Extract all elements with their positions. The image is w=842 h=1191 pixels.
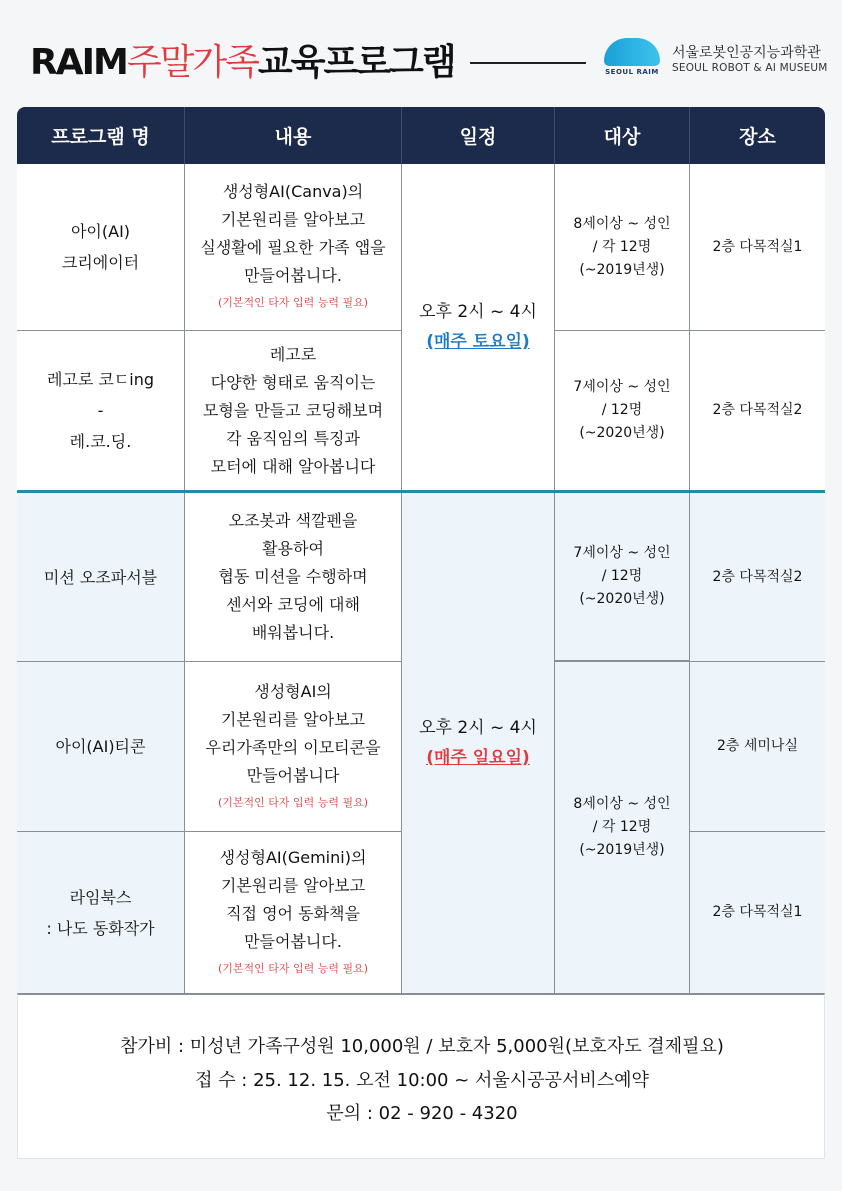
museum-name-ko: 서울로봇인공지능과학관 <box>672 45 821 61</box>
info-footer <box>17 993 825 1159</box>
sunday-schedule-cell <box>402 493 555 993</box>
program-content-cell <box>185 331 402 490</box>
program-name-line: 레고로 코ㄷing <box>46 370 155 389</box>
column-header-place: 장소 <box>739 126 776 148</box>
column-header-schedule: 일정 <box>402 107 555 164</box>
requirement-note: (기본적인 타자 입력 능력 필요) <box>217 961 369 975</box>
program-table-header <box>17 107 825 164</box>
column-header-content: 내용 <box>185 107 402 164</box>
title-prefix: RAIM <box>30 42 127 83</box>
title-accent: 주말가족 <box>126 42 258 83</box>
content-line: 오조봇과 색깔펜을 <box>228 511 358 530</box>
content-line: 만들어봅니다. <box>244 931 342 951</box>
title-rule <box>470 62 586 64</box>
fee-info: 참가비 : 미성년 가족구성원 10,000원 / 보호자 5,000원(보호자도 결제필요) <box>120 1036 724 1057</box>
content-line: 기본원리를 알아보고 <box>220 709 366 729</box>
program-content-cell <box>185 493 402 662</box>
program-name-line: 아이(AI) <box>70 222 131 241</box>
column-header-target: 대상 <box>555 107 690 164</box>
program-name-line: - <box>97 401 104 420</box>
registration-info: 접 수 : 25. 12. 15. 오전 10:00 ~ 서울시공공서비스예약 <box>195 1070 649 1091</box>
program-name-line: : 나도 동화작가 <box>46 918 155 938</box>
program-name-line: 미션 오조파서블 <box>43 567 158 587</box>
content-line: 생성형AI(Gemini)의 <box>219 847 367 867</box>
program-place-cell: 2층 다목적실2 <box>690 331 825 490</box>
content-line: 직접 영어 동화책을 <box>226 903 360 923</box>
target-line: / 12명 <box>601 402 643 418</box>
content-line: 모터에 대해 알아봅니다 <box>210 456 376 476</box>
schedule-time: 오후 2시 ~ 4시 <box>419 302 537 322</box>
content-line: 각 움직임의 특징과 <box>226 428 360 448</box>
program-place-cell: 2층 다목적실1 <box>690 164 825 331</box>
program-name-cell <box>17 832 185 993</box>
target-line: 7세이상 ~ 성인 <box>573 545 671 561</box>
program-target-cell <box>555 331 690 490</box>
content-line: 센서와 코딩에 대해 <box>226 595 360 614</box>
content-line: 모형을 만들고 코딩해보며 <box>202 400 384 420</box>
content-line: 만들어봅니다. <box>244 266 342 285</box>
target-line: 7세이상 ~ 성인 <box>573 379 671 395</box>
program-place-cell: 2층 다목적실1 <box>690 832 825 993</box>
program-content-cell <box>185 832 402 993</box>
page-title <box>30 34 455 85</box>
content-line: 배워봅니다. <box>251 623 335 642</box>
program-place-cell: 2층 세미나실 <box>690 662 825 832</box>
shared-target-cell <box>555 662 690 993</box>
program-name-line: 크리에이터 <box>61 253 140 272</box>
target-line: / 각 12명 <box>592 819 652 835</box>
logo-dome-icon <box>604 38 660 66</box>
contact-info: 문의 : 02 - 920 - 4320 <box>326 1103 518 1124</box>
content-line: 활용하여 <box>262 539 324 558</box>
target-line: / 12명 <box>601 568 643 584</box>
museum-logo <box>602 38 662 78</box>
content-line: 다양한 형태로 움직이는 <box>210 372 376 392</box>
table-header-row <box>17 107 825 164</box>
saturday-schedule-cell <box>402 164 555 490</box>
program-table-body <box>17 164 825 993</box>
program-name-line: 레.코.딩. <box>69 432 132 451</box>
target-line: 8세이상 ~ 성인 <box>573 215 671 232</box>
content-line: 레고로 <box>269 344 317 364</box>
content-line: 실생활에 필요한 가족 앱을 <box>200 238 386 257</box>
content-line: 생성형AI(Canva)의 <box>222 182 364 201</box>
content-line: 생성형AI의 <box>254 681 332 701</box>
page-header <box>30 30 828 90</box>
target-line: (~2019년생) <box>579 842 665 858</box>
schedule-day-sunday: (매주 일요일) <box>426 748 530 768</box>
program-name-cell <box>17 164 185 331</box>
content-line: 기본원리를 알아보고 <box>220 875 366 895</box>
program-content-cell <box>185 662 402 832</box>
target-line: (~2019년생) <box>579 261 665 278</box>
target-line: 8세이상 ~ 성인 <box>573 796 671 812</box>
schedule-time: 오후 2시 ~ 4시 <box>419 718 537 738</box>
target-line: / 각 12명 <box>592 238 652 255</box>
content-line: 만들어봅니다 <box>246 765 340 785</box>
program-place-cell: 2층 다목적실2 <box>690 493 825 662</box>
schedule-day-saturday: (매주 토요일) <box>426 332 530 352</box>
logo-text: SEOUL RAIM <box>605 68 659 76</box>
museum-name-en: SEOUL ROBOT & AI MUSEUM <box>672 62 828 74</box>
target-line: (~2020년생) <box>579 591 665 607</box>
program-name-line: 라임북스 <box>69 887 132 907</box>
requirement-note: (기본적인 타자 입력 능력 필요) <box>217 296 369 309</box>
content-line: 협동 미션을 수행하며 <box>218 567 368 586</box>
program-name-cell <box>17 331 185 490</box>
program-name-cell <box>17 493 185 662</box>
content-line: 우리가족만의 이모티콘을 <box>205 737 381 757</box>
program-name-cell <box>17 662 185 832</box>
program-content-cell <box>185 164 402 331</box>
requirement-note: (기본적인 타자 입력 능력 필요) <box>217 795 369 809</box>
content-line: 기본원리를 알아보고 <box>220 210 366 229</box>
title-suffix: 교육프로그램 <box>257 42 455 83</box>
target-line: (~2020년생) <box>579 425 665 441</box>
program-name-line: 아이(AI)티콘 <box>55 737 146 756</box>
program-target-cell <box>555 493 690 662</box>
column-header-name: 프로그램 명 <box>17 107 185 164</box>
program-target-cell <box>555 164 690 331</box>
